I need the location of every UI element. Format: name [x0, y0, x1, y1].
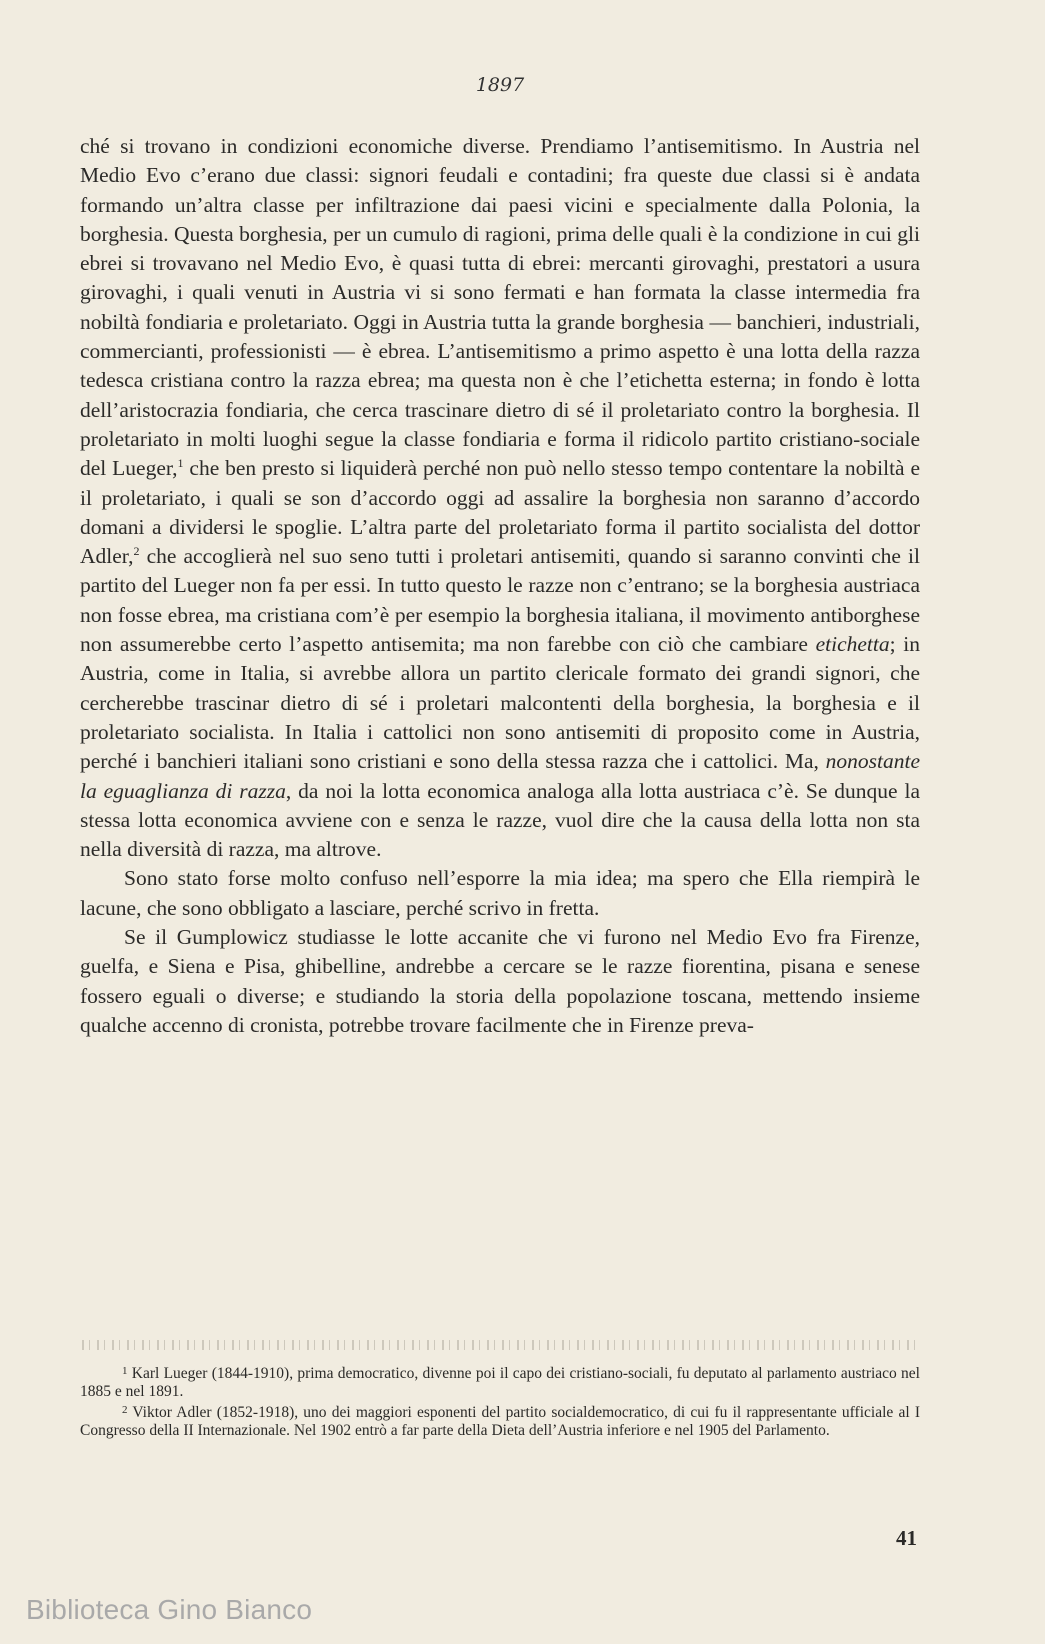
- bleed-through-noise: [82, 1340, 922, 1350]
- paragraph-1-text-d: ; in Austria, come in Italia, si avrebbe allora un partito clericale formato dei grandi signori, che cercherebbe trascinar dietro di sé i proletari malcontenti della borghesia, la borghesia e il proletariato socialista. In Italia i cattolici non sono antisemiti di proposito come in Austria, perché i banchieri italiani sono cristiani e sono della stessa razza che i cattolici. Ma,: [80, 632, 920, 774]
- page-number: 41: [896, 1526, 917, 1550]
- running-header-year: 1897: [475, 74, 525, 96]
- footnote-2: [80, 1401, 920, 1440]
- emphasis-eguaglianza: nonostante la eguaglianza di razza: [80, 749, 920, 803]
- footnote-ref-1: 1: [177, 456, 184, 471]
- main-text: [80, 132, 920, 1040]
- library-watermark: Biblioteca Gino Bianco: [26, 1594, 313, 1625]
- footnote-2-text: Viktor Adler (1852-1918), uno dei maggiori esponenti del partito socialdemocratico, di cui fu il rappresentante ufficiale al I Congresso della II Internazionale. Nel 1902 entrò a far parte della Dieta dell’Austria inferiore e nel 1905 del Parlamento.: [80, 1404, 920, 1439]
- paragraph-1-text-a: ché si trovano in condizioni economiche diverse. Prendiamo l’antisemitismo. In Austria nel Medio Evo c’erano due classi: signori feudali e contadini; fra queste due classi si è andata formando un’altra classe per infiltrazione dai paesi vicini e specialmente dalla Polonia, la borghesia. Questa borghesia, per un cumulo di ragioni, prima delle quali è la condizione in cui gli ebrei si trovavano nel Medio Evo, è quasi tutta di ebrei: mercanti girovaghi, prestatori a usura girovaghi, i quali venuti in Austria vi si sono fermati e han formata la classe intermedia fra nobiltà fondiaria e proletariato. Oggi in Austria tutta la grande borghesia — banchieri, industriali, commercianti, professionisti — è ebrea. L’antisemitismo a primo aspetto è una lotta della razza tedesca cristiana contro la razza ebrea; ma questa non è che l’etichetta esterna; in fondo è lotta dell’aristocrazia fondiaria, che cerca trascinare dietro di sé il proletariato contro la borghesia. Il proletariato in molti luoghi segue la classe fondiaria e forma il ridicolo partito cristiano-sociale del Lueger,: [80, 134, 920, 481]
- paragraph-2: Sono stato forse molto confuso nell’esporre la mia idea; ma spero che Ella riempirà le lacune, che sono obbligato a lasciare, perché scrivo in fretta.: [80, 866, 920, 920]
- paragraph-1-text-b: che ben presto si liquiderà perché non può nello stesso tempo contentare la nobiltà e il proletariato, i quali se son d’accordo oggi ad assalire la borghesia non saranno d’accordo domani a dividersi le spoglie. L’altra parte del proletariato forma il partito socialista del dottor Adler,: [80, 456, 921, 569]
- footnote-1-mark: 1: [122, 1365, 128, 1377]
- footnote-2-mark: 2: [122, 1404, 128, 1416]
- paragraph-1: [80, 132, 920, 864]
- paragraph-3: Se il Gumplowicz studiasse le lotte accanite che vi furono nel Medio Evo fra Firenze, guelfa, e Siena e Pisa, ghibelline, andrebbe a cercare se le razze fiorentina, pisana e senese fossero eguali o diverse; e studiando la storia della popolazione toscana, mettendo insieme qualche accenno di cronista, potrebbe trovare facilmente che in Firenze preva-: [80, 925, 920, 1037]
- footnote-1-text: Karl Lueger (1844-1910), prima democratico, divenne poi il capo dei cristiano-sociali, fu deputato al parlamento austriaco nel 1885 e nel 1891.: [80, 1365, 920, 1400]
- footnote-ref-2: 2: [133, 544, 140, 559]
- paragraph-1-text-c: che accoglierà nel suo seno tutti i proletari antisemiti, quando si saranno convinti che il partito del Lueger non fa per essi. In tutto questo le razze non c’entrano; se la borghesia austriaca non fosse ebrea, ma cristiana com’è per esempio la borghesia italiana, il movimento antiborghese non assumerebbe certo l’aspetto antisemita; ma non farebbe con ciò che cambiare: [80, 544, 920, 657]
- paragraph-1-text-e: , da noi la lotta economica analoga alla lotta austriaca c’è. Se dunque la stessa lotta economica avviene con e senza le razze, vuol dire che la causa della lotta non sta nella diversità di razza, ma altrove.: [80, 778, 920, 862]
- footnotes: [80, 1362, 920, 1440]
- emphasis-etichetta: etichetta: [815, 632, 890, 657]
- footnote-1: [80, 1362, 920, 1401]
